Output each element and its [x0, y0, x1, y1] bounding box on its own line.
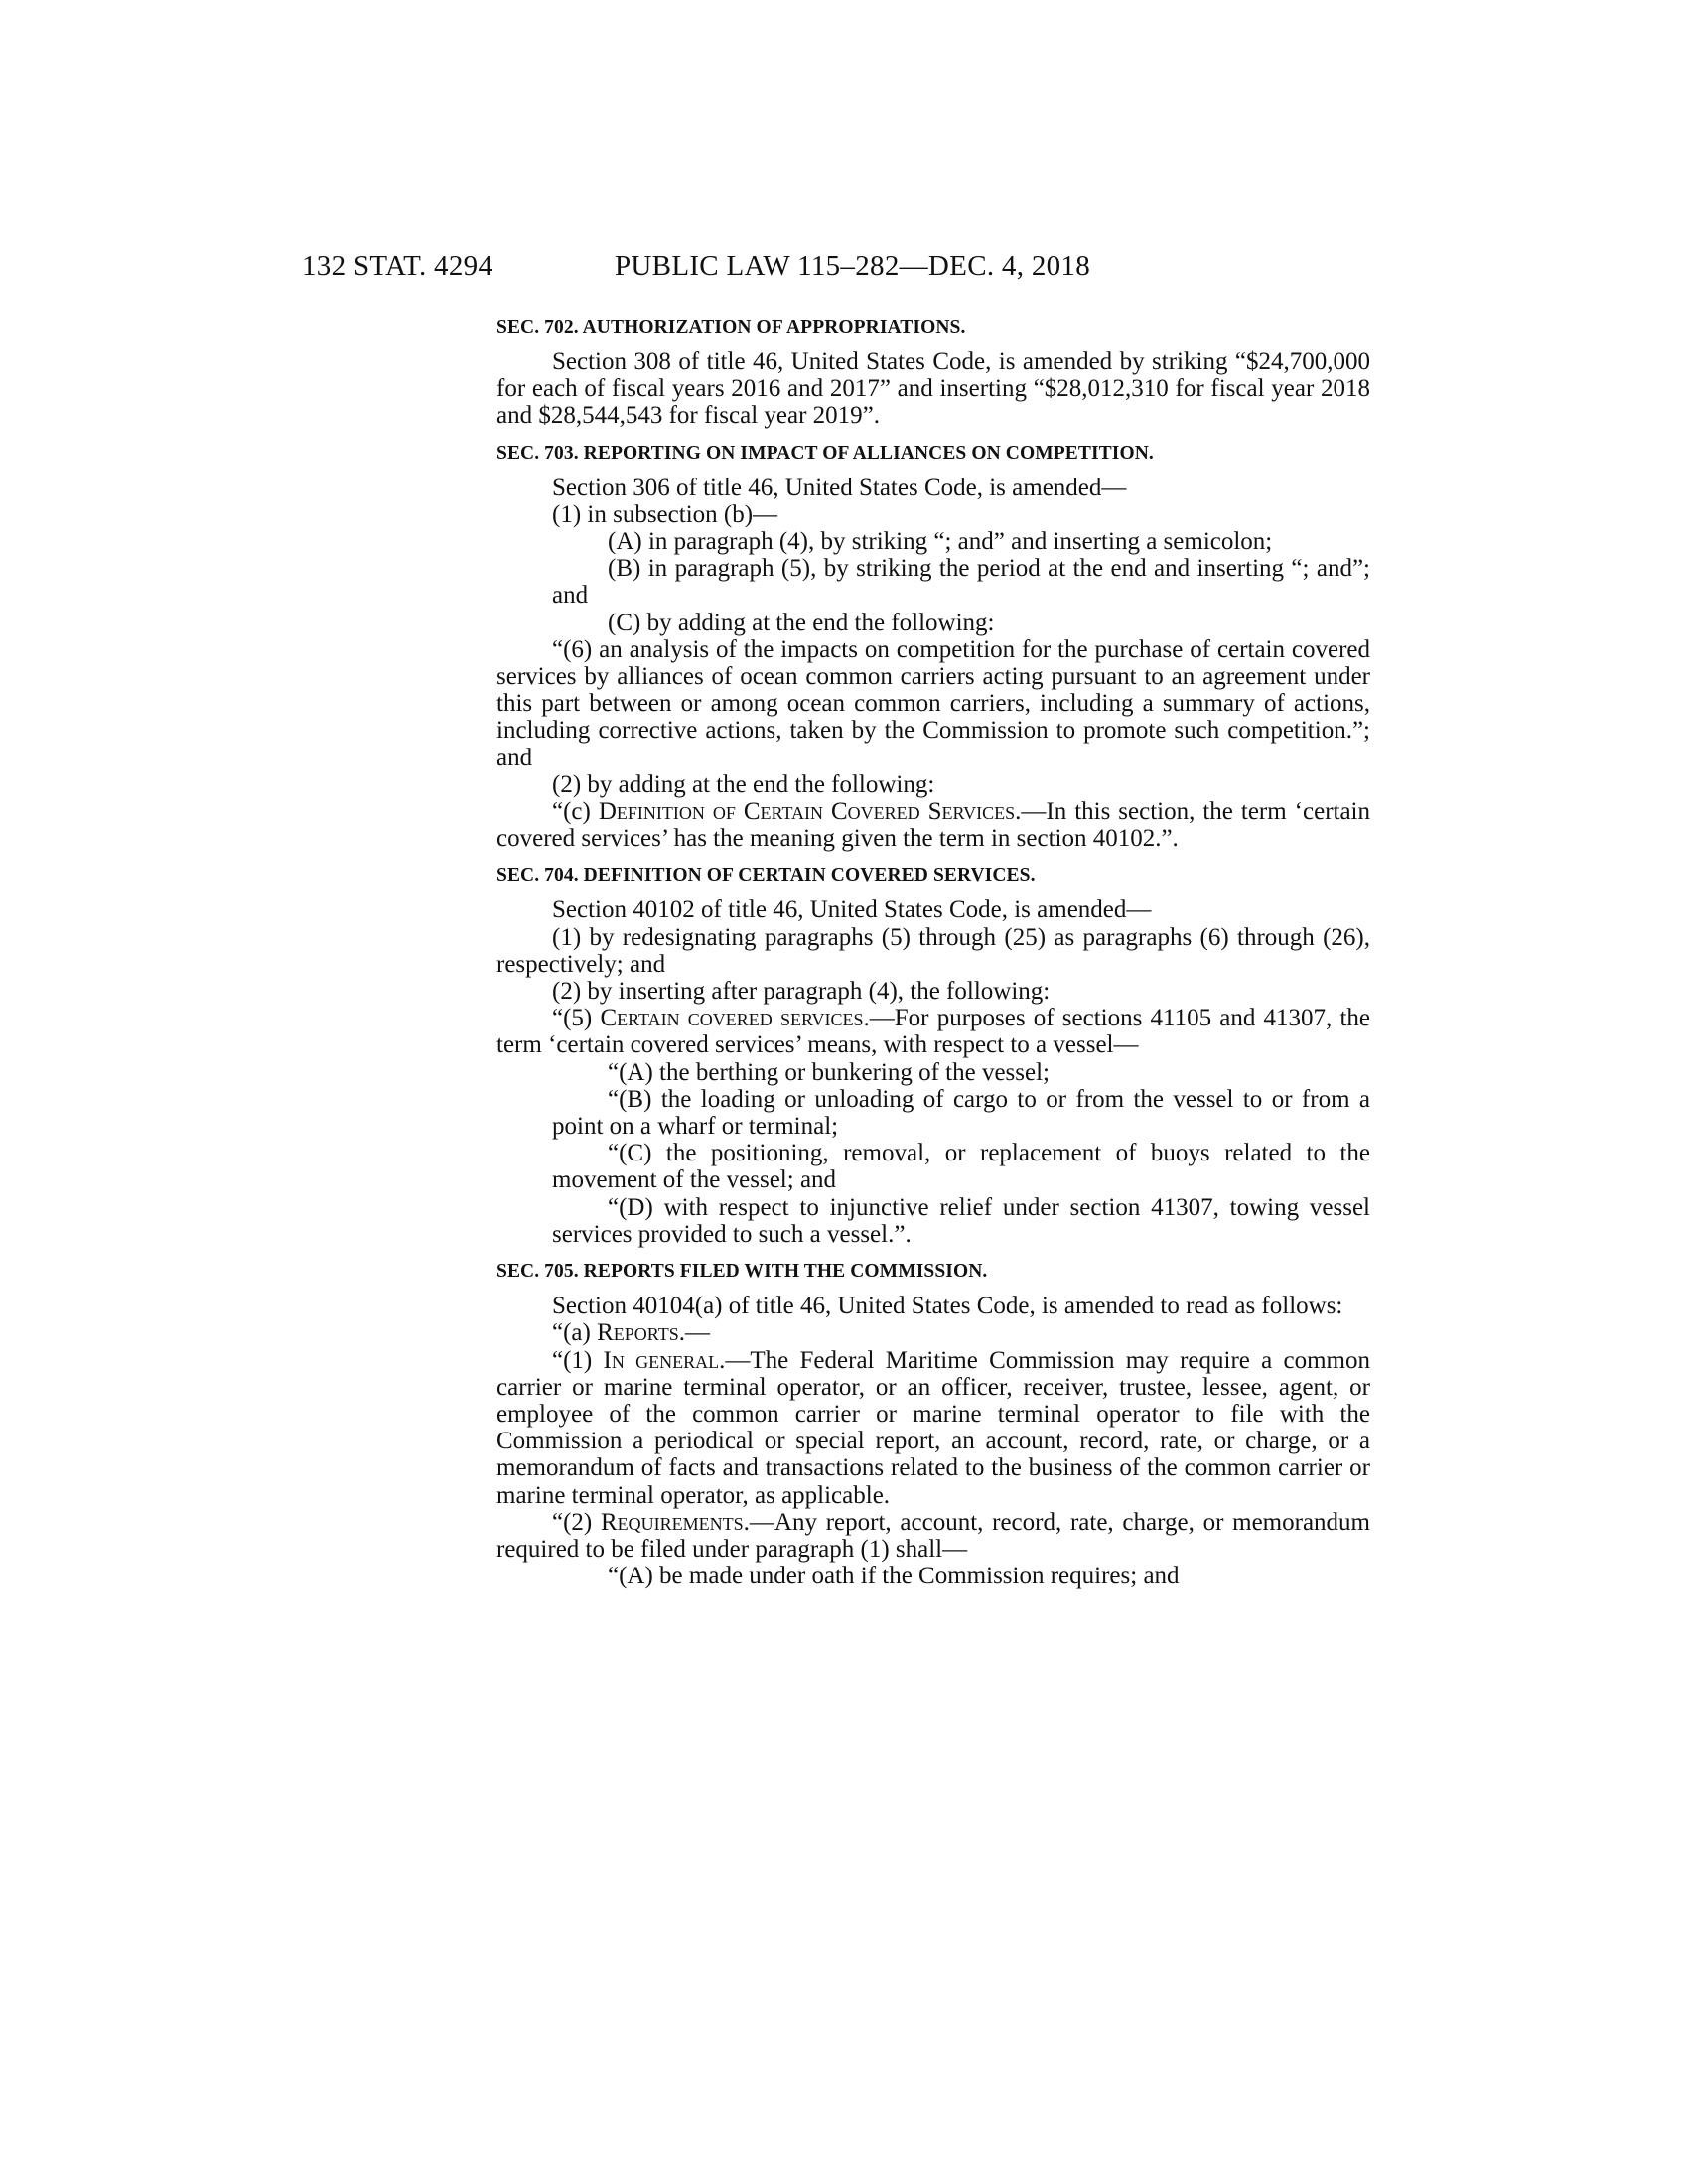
section-703-item-1: (1) in subsection (b)—: [552, 500, 778, 528]
paragraph-5-caption: Certain covered services: [600, 1005, 864, 1032]
section-704-item-d: “(D) with respect to injunctive relief under section 41307, towing vessel services provided to such a vessel.”.: [552, 1193, 1370, 1248]
section-703-heading: SEC. 703. REPORTING ON IMPACT OF ALLIANCES ON COMPETITION.: [496, 442, 1154, 464]
section-704-item-2: (2) by inserting after paragraph (4), the following:: [552, 978, 1051, 1006]
section-704-item-a: “(A) the berthing or bunkering of the vessel;: [608, 1058, 1051, 1086]
subsection-c-text: .—In this section, the term ‘certain covered services’ has the meaning given the term in section 40102.”.: [496, 798, 1371, 853]
section-705-paragraph-2: [496, 1509, 1370, 1563]
section-705-heading: SEC. 705. REPORTS FILED WITH THE COMMISSION.: [496, 1261, 988, 1283]
section-705-item-a: “(A) be made under oath if the Commission requires; and: [608, 1563, 1180, 1590]
section-703-item-1b: (B) in paragraph (5), by striking the period at the end and inserting “; and”; and: [552, 555, 1370, 610]
section-703-subsection-c: [496, 798, 1370, 852]
section-703-item-1a: (A) in paragraph (4), by striking “; and” and inserting a semicolon;: [608, 528, 1273, 556]
section-704-item-1: (1) by redesignating paragraphs (5) through (25) as paragraphs (6) through (26), respectively; and: [496, 923, 1370, 978]
section-704-paragraph-5: [496, 1005, 1370, 1058]
section-705-intro: Section 40104(a) of title 46, United States Code, is amended to read as follows:: [552, 1293, 1343, 1320]
paragraph-5-prefix: “(5): [552, 1005, 601, 1032]
section-704-item-c: “(C) the positioning, removal, or replacement of buoys related to the movement of the vessel; and: [552, 1140, 1370, 1194]
section-704-intro: Section 40102 of title 46, United States Code, is amended—: [552, 896, 1152, 924]
paragraph-2-text: .—Any report, account, record, rate, charge, or memorandum required to be filed under paragraph (1) shall—: [496, 1508, 1370, 1563]
subsection-a-prefix: “(a): [552, 1319, 598, 1347]
section-703-body: [496, 475, 1370, 853]
section-703-item-1c: (C) by adding at the end the following:: [608, 609, 995, 636]
section-705-paragraph-1: [496, 1347, 1370, 1509]
document-body: [496, 314, 1370, 1589]
section-703-item-2: (2) by adding at the end the following:: [552, 770, 935, 798]
paragraph-5-text: .—For purposes of sections 41105 and 41307, the term ‘certain covered services’ means, with respect to a vessel—: [496, 1005, 1371, 1059]
public-law-title: PUBLIC LAW 115–282—DEC. 4, 2018: [615, 250, 1091, 282]
section-704-heading: SEC. 704. DEFINITION OF CERTAIN COVERED SERVICES.: [496, 865, 1036, 887]
section-703-quoted-paragraph-6: “(6) an analysis of the impacts on competition for the purchase of certain covered services by alliances of ocean common carriers acting pursuant to an agreement under this part between or among ocean common carriers, including a summary of actions, including corrective actions, taken by the Commission to promote such competition.”; and: [496, 635, 1370, 771]
section-704-body: [496, 896, 1370, 1248]
section-702-heading: SEC. 702. AUTHORIZATION OF APPROPRIATIONS.: [496, 317, 966, 338]
subsection-c-caption: Definition of Certain Covered Services: [598, 798, 1016, 826]
page-header: [302, 250, 1213, 290]
paragraph-1-text: .—The Federal Maritime Commission may require a common carrier or marine terminal operator, or an officer, receiver, trustee, lessee, agent, or employee of the common carrier or marine terminal operator to file with the Commission a periodical or special report, an account, record, rate, or charge, or a memorandum of facts and transactions related to the business of the common carrier or marine terminal operator, as applicable.: [496, 1346, 1370, 1509]
section-705-body: [496, 1293, 1370, 1589]
paragraph-2-caption: Requirements: [601, 1508, 744, 1536]
paragraph-1-caption: In general: [603, 1346, 720, 1374]
stat-page-number: 132 STAT. 4294: [302, 250, 493, 282]
subsection-a-caption: Reports: [597, 1319, 679, 1347]
section-703-intro: Section 306 of title 46, United States Code, is amended—: [552, 474, 1127, 501]
subsection-c-prefix: “(c): [552, 798, 599, 826]
subsection-a-text: .—: [678, 1319, 710, 1347]
section-704-item-b: “(B) the loading or unloading of cargo to or from the vessel to or from a point on a wharf or terminal;: [552, 1085, 1370, 1141]
section-705-subsection-a: [496, 1319, 1370, 1346]
section-702-paragraph: Section 308 of title 46, United States Code, is amended by striking “$24,700,000 for each of fiscal years 2016 and 2017” and inserting “$28,012,310 for fiscal year 2018 and $28,544,543 for fiscal year 2019”.: [496, 348, 1370, 430]
section-702-body: [496, 348, 1370, 430]
paragraph-2-prefix: “(2): [552, 1508, 601, 1536]
paragraph-1-prefix: “(1): [552, 1346, 604, 1374]
